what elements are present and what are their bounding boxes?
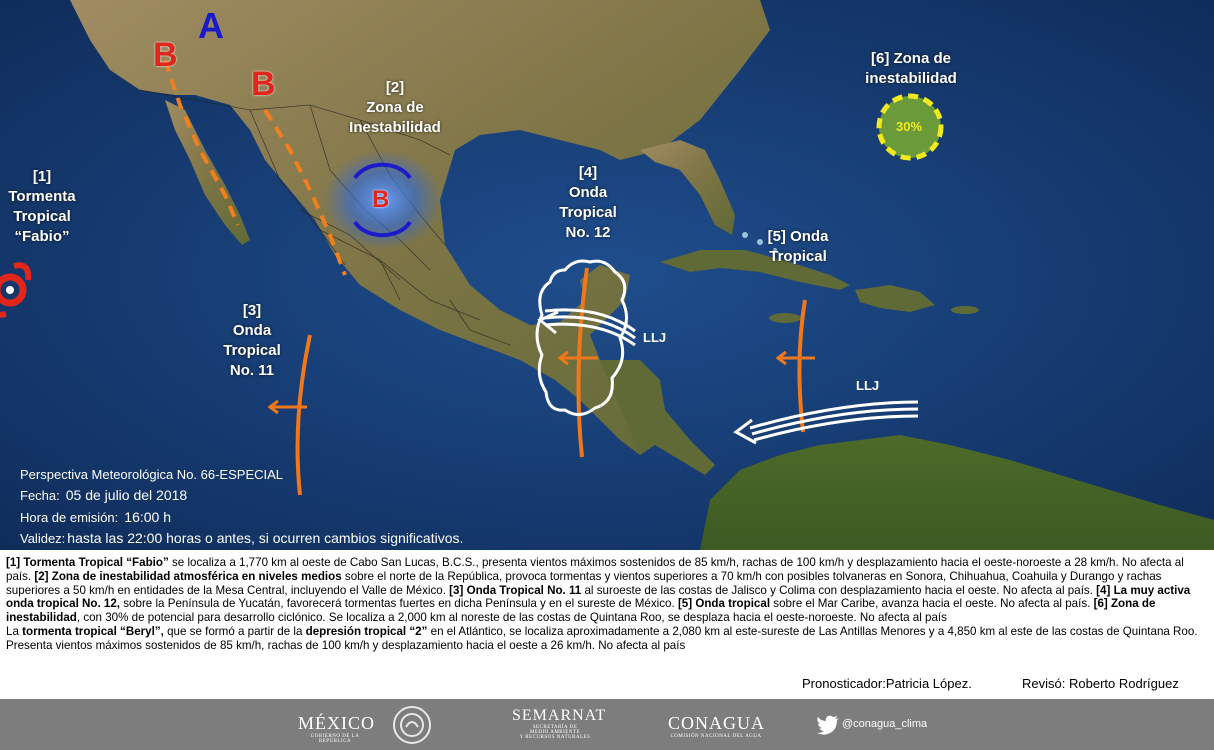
llj-label-caribbean: LLJ bbox=[856, 378, 880, 393]
reviewer-credit: Revisó: Roberto Rodríguez bbox=[1022, 676, 1179, 691]
info-hora: Hora de emisión: 16:00 h bbox=[20, 509, 171, 525]
bulletin-paragraph-2: La tormenta tropical “Beryl”, que se formó a partir de la depresión tropical “2” en el Atlántico, se localiza aproximadamente a 2,080 km al este-sureste de Las Antillas Menores y a 4,850 km al este de las costas de Quintana Roo. Presenta vientos máximos sostenidos de 85 km/h, rachas de 100 km/h y desplazamiento hacia el oeste a 26 km/h. No afecta al país bbox=[6, 624, 1198, 652]
low-pressure-center-east: B bbox=[251, 65, 276, 103]
info-title: Perspectiva Meteorológica No. 66-ESPECIAL bbox=[20, 467, 284, 482]
llj-label-wave12: LLJ bbox=[643, 330, 667, 345]
forecaster-credit: Pronosticador:Patricia López. bbox=[802, 676, 972, 691]
bulletin-paragraph-1: [1] Tormenta Tropical “Fabio” se localiza a 1,770 km al oeste de Cabo San Lucas, B.C.S., presenta vientos máximos sostenidos de 85 km/h, rachas de 100 km/h y desplazamiento hacia el oeste-noroeste a 28 km/h. No afecta al país. [2] Zona de inestabilidad atmosférica en niveles medios sobre el norte de la República, provoca tormentas y vientos superiores a 70 km/h con posibles tolvaneras en Sonora, Chihuahua, Coahuila y Durango y rachas superiores a 50 km/h en entidades de la Mesa Central, incluyendo el Valle de México. [3] Onda Tropical No. 11 al suroeste de las costas de Jalisco y Colima con desplazamiento hacia el oeste. No afecta al país. [4] La muy activa onda tropical No. 12, sobre la Península de Yucatán, favorecerá tormentas fuertes en dicha Península y en el sureste de México. [5] Onda tropical sobre el Mar Caribe, avanza hacia el oeste. No afecta al país. [6] Zona de inestabilidad, con 30% de potencial para desarrollo ciclónico. Se localiza a 2,000 km al noreste de las costas de Quintana Roo, se desplaza hacia el oeste-noroeste. No afecta al país bbox=[6, 556, 1191, 625]
label-zona-2: [2] Zona de Inestabilidad bbox=[349, 79, 441, 136]
zone6-probability: 30% bbox=[896, 119, 923, 134]
high-pressure-center: A bbox=[198, 5, 224, 46]
twitter-handle[interactable]: @conagua_clima bbox=[842, 718, 928, 730]
footer-bar bbox=[0, 697, 1214, 750]
label-onda-5: [5] Onda Tropical bbox=[767, 228, 829, 265]
label-fabio: [1] Tormenta Tropical “Fabio” bbox=[8, 168, 76, 245]
label-zona-6: [6] Zona de inestabilidad bbox=[865, 50, 957, 87]
info-fecha: Fecha: 05 de julio del 2018 bbox=[20, 487, 188, 503]
low-pressure-center-west: B bbox=[153, 36, 178, 74]
label-onda-12: [4] Onda Tropical No. 12 bbox=[559, 164, 617, 241]
label-onda-11: [3] Onda Tropical No. 11 bbox=[223, 302, 281, 379]
twitter-icon[interactable] bbox=[816, 715, 840, 735]
semarnat-logo: SEMARNAT SECRETARÍA DE MEDIO AMBIENTE Y RECURSOS NATURALES bbox=[512, 707, 607, 740]
national-seal-icon bbox=[392, 705, 432, 745]
bulletin-text bbox=[6, 556, 1206, 653]
low-pressure-zone2: B bbox=[372, 186, 390, 213]
info-validez: Validez: hasta las 22:00 horas o antes, si ocurren cambios significativos. bbox=[20, 530, 464, 546]
mexico-logo: MÉXICO GOBIERNO DE LA REPÚBLICA bbox=[298, 713, 375, 744]
conagua-logo: CONAGUA COMISIÓN NACIONAL DEL AGUA bbox=[668, 713, 765, 739]
jamaica-land bbox=[769, 313, 801, 323]
puerto-rico-land bbox=[951, 306, 979, 314]
